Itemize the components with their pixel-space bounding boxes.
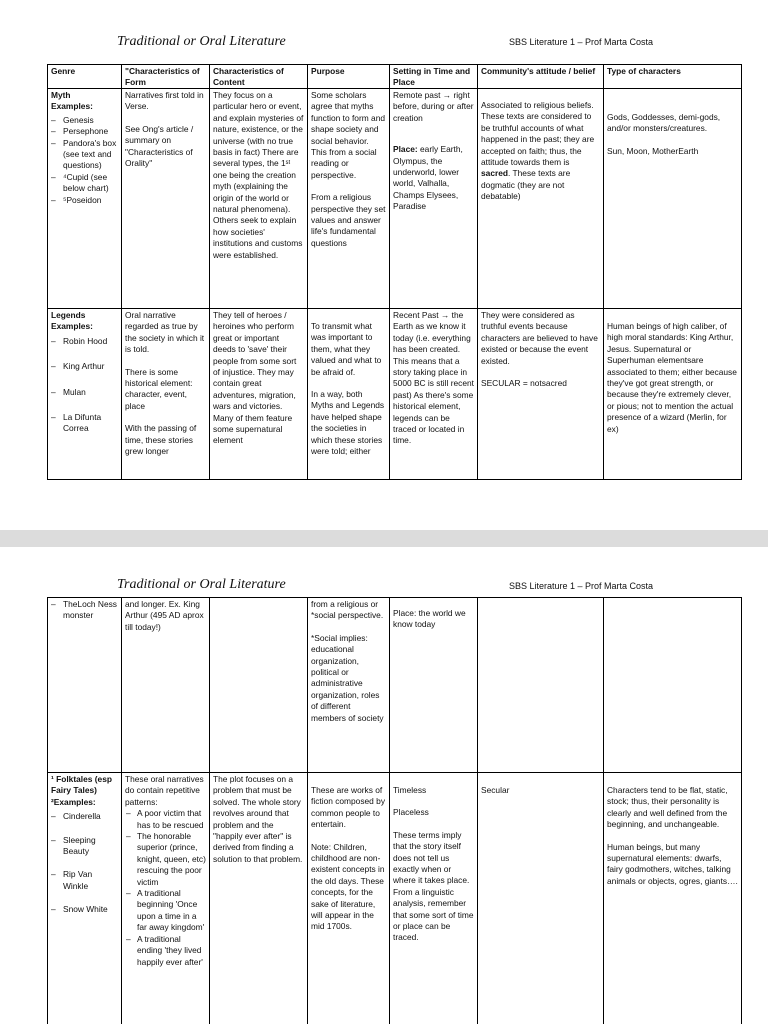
list-item: – Persephone: [51, 126, 118, 137]
column-header: "Characteristics of Form: [122, 65, 210, 89]
table-row-legends: [48, 309, 742, 480]
attitude-cell: They were considered as truthful events because characters are believed to have existed or because the event existed. SECULAR = notsacred: [478, 309, 604, 480]
form-cell: Narratives first told in Verse. See Ong's article / summary on "Characteristics of Orality": [122, 89, 210, 309]
purpose-cell: These are works of fiction composed by common people to entertain. Note: Children, childhood are non-existent concepts in the old days. These concepts, for the sake of literature, will appear in the mid 1700s.: [308, 773, 390, 1024]
literature-table-continued: [47, 597, 742, 1024]
list-item: – A poor victim that has to be rescued: [125, 808, 206, 831]
list-item: – Pandora's box (see text and questions): [51, 138, 118, 172]
list-item: – ⁴Cupid (see below chart): [51, 172, 118, 195]
form-cell: and longer. Ex. King Arthur (495 AD aprox till today!): [122, 598, 210, 773]
course-label: SBS Literature 1 – Prof Marta Costa: [509, 37, 654, 47]
pattern-list: [125, 808, 206, 968]
setting-cell: Place: the world we know today: [390, 598, 478, 773]
purpose-cell: To transmit what was important to them, what they valued and what to be afraid of. In a way, both Myths and Legends have helped shape the societies in which these stories were told; either: [308, 309, 390, 480]
characters-cell: Characters tend to be flat, static, stock; thus, their personality is clearly and well defined from the beginning, and unchangeable. Human beings, but many supernatural elements: dwarfs, fairy godmothers, witches, talking animals or objects, ogres, giants….: [604, 773, 742, 1024]
list-item: – Snow White: [51, 904, 118, 915]
list-item: – The honorable superior (prince, knight, queen, etc) rescuing the poor victim: [125, 831, 206, 888]
content-cell: The plot focuses on a problem that must be solved. The whole story revolves around that problem and the "happily ever after" is derived from finding a solution to that problem.: [210, 773, 308, 1024]
column-header: Genre: [48, 65, 122, 89]
column-header: Characteristics of Content: [210, 65, 308, 89]
table-header-row: [48, 65, 742, 89]
literature-table: [47, 64, 742, 480]
setting-cell: Timeless Placeless These terms imply that the story itself does not tell us exactly when or where it takes place. From a linguistic analysis, remember that some sort of time or place can be traced.: [390, 773, 478, 1024]
characters-cell: Human beings of high caliber, of high moral standards: King Arthur, Jesus. Supernatural or Superhuman elementsare associated to them; either because they've got great strength, or because they're extremely clever, or pious; not to mention the actual presence of a wizard (Merlin, for ex): [604, 309, 742, 480]
genre-cell: Myth Examples: – Genesis – Persephone – Pandora's box (see text and questions) – ⁴Cupid (see below chart) – ⁵Poseidon: [48, 89, 122, 309]
setting-cell: Remote past → right before, during or after creation Place: early Earth, Olympus, the underworld, lower world, Valhalla, Champs Elysees, Paradise: [390, 89, 478, 309]
list-item: – ⁵Poseidon: [51, 195, 118, 206]
content-cell: They tell of heroes / heroines who perform great or important deeds to 'save' their people from some sort of injustice. They may contain great adventures, migration, wars and victories. Many of them feature some supernatural element: [210, 309, 308, 480]
column-header: Purpose: [308, 65, 390, 89]
genre-cell: Legends Examples: – Robin Hood – King Arthur – Mulan – La Difunta Correa: [48, 309, 122, 480]
course-label: SBS Literature 1 – Prof Marta Costa: [509, 581, 654, 591]
list-item: – Sleeping Beauty: [51, 835, 118, 858]
list-item: – TheLoch Ness monster: [51, 599, 118, 622]
list-item: – A traditional ending 'they lived happily ever after': [125, 934, 206, 968]
list-item: – A traditional beginning 'Once upon a time in a far away kingdom': [125, 888, 206, 934]
list-item: – Robin Hood: [51, 336, 118, 347]
table-row-folktales: [48, 773, 742, 1024]
form-cell: These oral narratives do contain repetitive patterns: – A poor victim that has to be rescued – The honorable superior (prince, knight, queen, etc) rescuing the poor victim – A traditional beginning 'Once upon a time in a far away kingdom' – A traditional ending 'they lived happily ever after': [122, 773, 210, 1024]
list-item: – Mulan: [51, 387, 118, 398]
characters-cell: Gods, Goddesses, demi-gods, and/or monsters/creatures. Sun, Moon, MotherEarth: [604, 89, 742, 309]
purpose-cell: Some scholars agree that myths function to form and shape society and social behavior. This from a social reading or perspective. From a religious perspective they set values and answer life's fundamental questions: [308, 89, 390, 309]
list-item: – La Difunta Correa: [51, 412, 118, 435]
page-title: Traditional or Oral Literature: [117, 34, 286, 49]
column-header: Type of characters: [604, 65, 742, 89]
attitude-cell: Secular: [478, 773, 604, 1024]
purpose-cell: from a religious or *social perspective. *Social implies: educational organization, political or administrative organization, roles of different members of society: [308, 598, 390, 773]
content-cell: [210, 598, 308, 773]
list-item: – Rip Van Winkle: [51, 869, 118, 892]
genre-cell: [48, 598, 122, 773]
example-list: [51, 811, 118, 915]
list-item: – King Arthur: [51, 361, 118, 372]
content-cell: They focus on a particular hero or event, and explain mysteries of nature, existence, or the universe (with no true basis in fact) There are several types, the 1ˢᵗ one being the creation myth (explaining the origin of the world or natural phenomena). Others seek to explain how societies' institutions and customs were established.: [210, 89, 308, 309]
column-header: Community's attitude / belief: [478, 65, 604, 89]
example-list: [51, 599, 118, 622]
setting-cell: Recent Past → the Earth as we know it today (i.e. everything has been created. This means that a story taking place in 5000 BC is still recent past) As there's some historical element, legends can be traced or located in time.: [390, 309, 478, 480]
example-list: [51, 115, 118, 206]
table-row-myth: [48, 89, 742, 309]
characters-cell: [604, 598, 742, 773]
document-page-2: [0, 547, 768, 1024]
example-list: [51, 336, 118, 435]
list-item: – Genesis: [51, 115, 118, 126]
form-cell: Oral narrative regarded as true by the society in which it is told. There is some historical element: character, event, place With the passing of time, these stories grew longer: [122, 309, 210, 480]
page-title: Traditional or Oral Literature: [117, 577, 286, 592]
attitude-cell: [478, 598, 604, 773]
table-row-legends-continued: [48, 598, 742, 773]
list-item: – Cinderella: [51, 811, 118, 822]
column-header: Setting in Time and Place: [390, 65, 478, 89]
attitude-cell: Associated to religious beliefs. These texts are considered to be truthful accounts of what happened in the past; they are accepted on faith; thus, the attitude towards them is sacred. These texts are dogmatic (they are not debatable): [478, 89, 604, 309]
genre-cell: ¹ Folktales (esp Fairy Tales) ²Examples: – Cinderella – Sleeping Beauty – Rip Van Winkle – Snow White: [48, 773, 122, 1024]
